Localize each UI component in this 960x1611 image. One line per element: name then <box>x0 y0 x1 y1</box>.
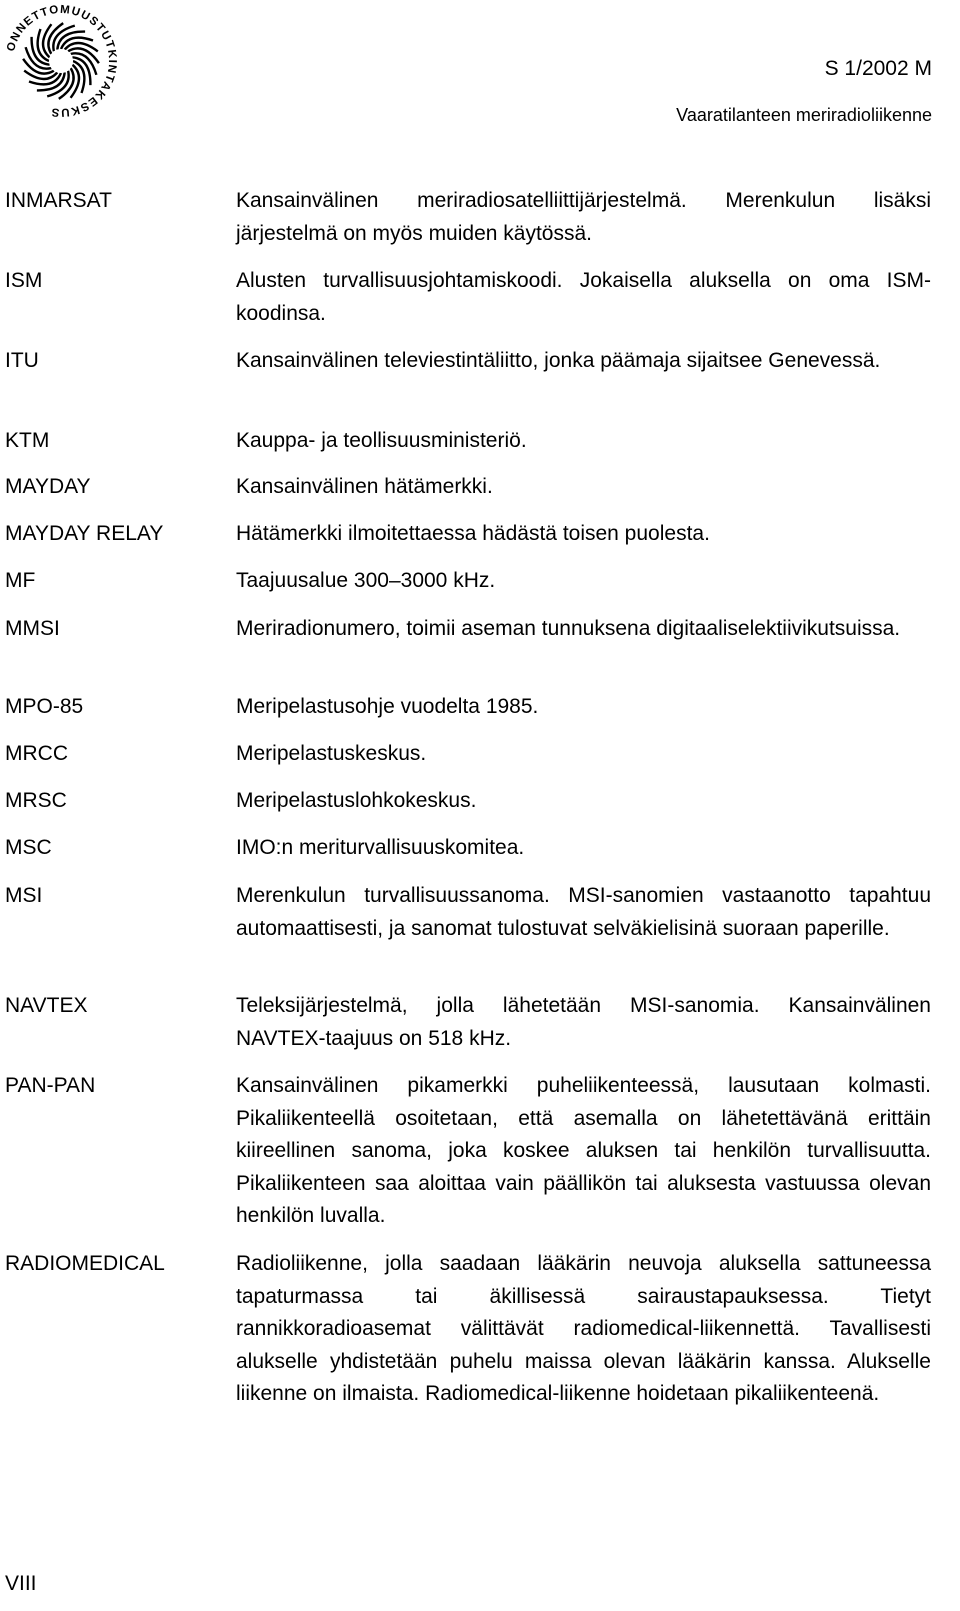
glossary-definition: Meripelastuskeskus. <box>236 742 427 765</box>
glossary-term: MAYDAY <box>5 475 91 498</box>
agency-logo <box>0 0 122 122</box>
glossary-row <box>5 185 931 250</box>
document-subtitle: Vaaratilanteen meriradioliikenne <box>676 105 932 125</box>
glossary-row <box>5 832 931 865</box>
glossary-term: MF <box>5 569 36 592</box>
glossary-term: NAVTEX <box>5 994 88 1017</box>
glossary-definition: Meripelastusohje vuodelta 1985. <box>236 695 539 718</box>
glossary-definition: Kansainvälinen televiestintäliitto, jonka päämaja sijaitsee Genevessä. <box>236 349 881 372</box>
glossary-term: MRSC <box>5 789 67 812</box>
glossary-row <box>5 738 931 771</box>
glossary-definition: Alusten turvallisuusjohtamiskoodi. Jokaisella aluksella on oma ISM-koodinsa. <box>236 269 931 325</box>
glossary-row <box>5 471 931 504</box>
glossary-term: MAYDAY RELAY <box>5 522 164 545</box>
glossary-row <box>5 425 931 458</box>
glossary-definition: Meripelastuslohkokeskus. <box>236 789 477 812</box>
glossary-term: MSC <box>5 836 52 859</box>
glossary-row <box>5 265 931 330</box>
glossary-term: MSI <box>5 884 43 907</box>
glossary-definition: Kansainvälinen hätämerkki. <box>236 475 493 498</box>
glossary-term: KTM <box>5 429 50 452</box>
glossary-term: MPO-85 <box>5 695 84 718</box>
glossary-row <box>5 785 931 818</box>
glossary-term: INMARSAT <box>5 189 112 212</box>
glossary-definition: Hätämerkki ilmoitettaessa hädästä toisen puolesta. <box>236 522 710 545</box>
glossary-term: MRCC <box>5 742 68 765</box>
glossary-row <box>5 565 931 598</box>
glossary-term: ISM <box>5 269 43 292</box>
glossary-definition: IMO:n meriturvallisuuskomitea. <box>236 836 525 859</box>
glossary-row <box>5 691 931 724</box>
glossary-row <box>5 1070 931 1233</box>
glossary-term: ITU <box>5 349 39 372</box>
glossary-row <box>5 1248 931 1411</box>
glossary-definition: Kansainvälinen meriradiosatelliittijärjestelmä. Merenkulun lisäksi järjestelmä on myös muiden käytössä. <box>236 189 931 245</box>
svg-text:ONNETTOMUUSTUTKINTAKESKUS: ONNETTOMUUSTUTKINTAKESKUS <box>4 3 119 119</box>
glossary-term: PAN-PAN <box>5 1074 96 1097</box>
glossary-definition: Kansainvälinen pikamerkki puheliikenteessä, lausutaan kolmasti. Pikaliikenteellä osoitetaan, että asemalla on lähetettävänä erittäin kiireellinen sanoma, joka koskee aluksen tai henkilön turvallisuutta. Pikaliikenteen saa aloittaa vain päällikön tai aluksesta vastuussa olevan henkilön luvalla. <box>236 1074 931 1227</box>
glossary-row <box>5 518 931 551</box>
glossary-row <box>5 990 931 1055</box>
glossary-row <box>5 345 931 378</box>
glossary-row <box>5 613 931 646</box>
page-number: VIII <box>5 1572 37 1595</box>
glossary-term: MMSI <box>5 617 60 640</box>
glossary-definition: Kauppa- ja teollisuusministeriö. <box>236 429 527 452</box>
glossary-definition: Merenkulun turvallisuussanoma. MSI-sanomien vastaanotto tapahtuu automaattisesti, ja sanomat tulostuvat selväkielisinä suoraan paperille. <box>236 884 931 940</box>
glossary-definition: Radioliikenne, jolla saadaan lääkärin neuvoja aluksella sattuneessa tapaturmassa tai äkillisessä sairaustapauksessa. Tietyt rannikkoradioasemat välittävät radiomedical-liikennettä. Tavallisesti alukselle yhdistetään puhelu maissa olevan lääkärin kanssa. Alukselle liikenne on ilmaista. Radiomedical-liikenne hoidetaan pikaliikenteenä. <box>236 1252 931 1405</box>
glossary-term: RADIOMEDICAL <box>5 1252 165 1275</box>
glossary-definition: Teleksijärjestelmä, jolla lähetetään MSI-sanomia. Kansainvälinen NAVTEX-taajuus on 518 kHz. <box>236 994 931 1050</box>
glossary-definition: Taajuusalue 300–3000 kHz. <box>236 569 496 592</box>
glossary-row <box>5 880 931 945</box>
document-code: S 1/2002 M <box>824 57 932 80</box>
glossary-definition: Meriradionumero, toimii aseman tunnuksena digitaaliselektiivikutsuissa. <box>236 617 901 640</box>
